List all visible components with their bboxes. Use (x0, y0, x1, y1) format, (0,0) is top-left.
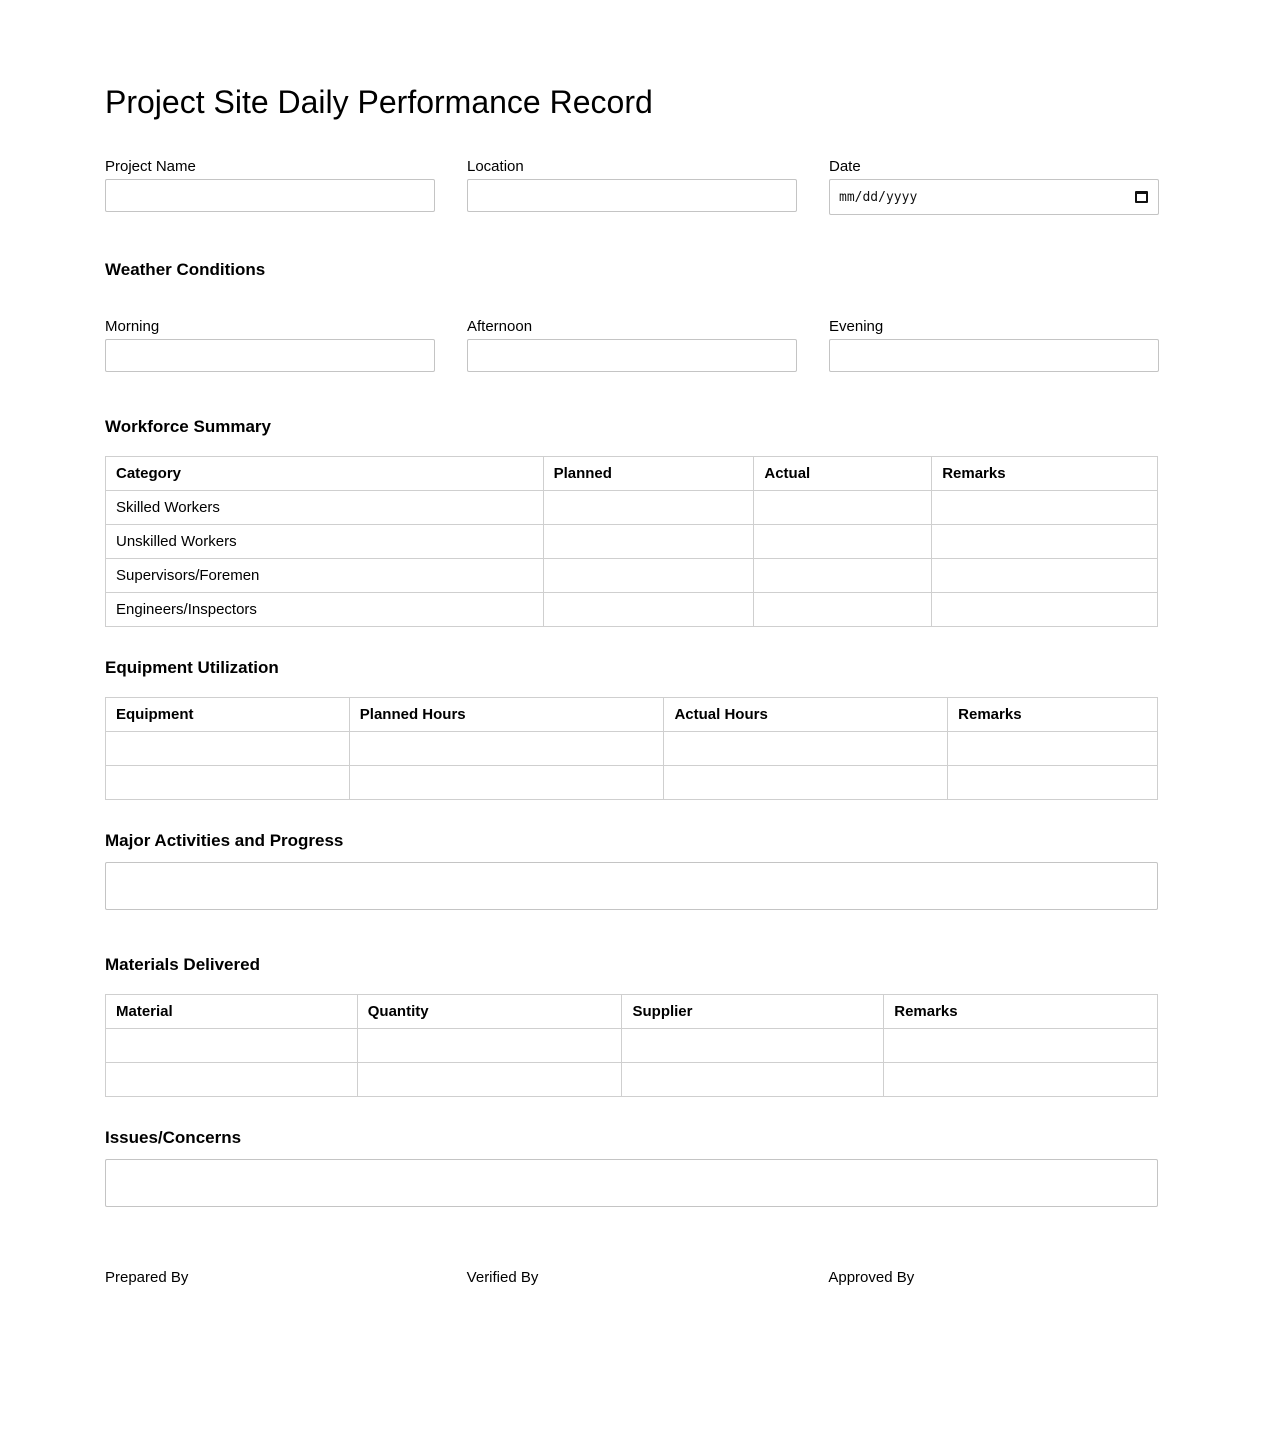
remarks-cell[interactable] (884, 1029, 1158, 1063)
planned-cell[interactable] (543, 593, 754, 627)
afternoon-label: Afternoon (467, 318, 533, 335)
issues-textarea[interactable] (105, 1159, 1158, 1207)
evening-input[interactable] (829, 339, 1159, 372)
project-name-input[interactable] (105, 179, 435, 212)
table-header-row (106, 698, 1158, 732)
column-header: Remarks (884, 995, 1158, 1029)
page-title: Project Site Daily Performance Record (105, 84, 653, 120)
planned-hours-cell[interactable] (349, 732, 664, 766)
category-cell: Engineers/Inspectors (106, 593, 544, 627)
evening-label: Evening (829, 318, 884, 335)
actual-cell[interactable] (754, 491, 932, 525)
table-row (106, 1029, 1158, 1063)
table-header-row (106, 995, 1158, 1029)
column-header: Planned Hours (349, 698, 664, 732)
weather-section-title: Weather Conditions (105, 260, 266, 279)
actual-hours-cell[interactable] (664, 732, 948, 766)
actual-hours-cell[interactable] (664, 766, 948, 800)
remarks-cell[interactable] (948, 732, 1158, 766)
remarks-cell[interactable] (932, 525, 1158, 559)
actual-cell[interactable] (754, 593, 932, 627)
morning-input[interactable] (105, 339, 435, 372)
workforce-section-title: Workforce Summary (105, 417, 271, 436)
actual-cell[interactable] (754, 559, 932, 593)
column-header: Actual (754, 457, 932, 491)
activities-section-title: Major Activities and Progress (105, 831, 344, 850)
remarks-cell[interactable] (948, 766, 1158, 800)
date-label: Date (829, 158, 861, 175)
afternoon-input[interactable] (467, 339, 797, 372)
signature-row (105, 1269, 1158, 1286)
workforce-table (105, 456, 1158, 627)
category-cell: Skilled Workers (106, 491, 544, 525)
remarks-cell[interactable] (932, 559, 1158, 593)
location-field (467, 158, 797, 215)
supplier-cell[interactable] (622, 1063, 884, 1097)
column-header: Remarks (932, 457, 1158, 491)
remarks-cell[interactable] (884, 1063, 1158, 1097)
morning-label: Morning (105, 318, 160, 335)
column-header: Planned (543, 457, 754, 491)
planned-hours-cell[interactable] (349, 766, 664, 800)
remarks-cell[interactable] (932, 491, 1158, 525)
materials-table (105, 994, 1158, 1097)
location-input[interactable] (467, 179, 797, 212)
column-header: Quantity (357, 995, 622, 1029)
column-header: Material (106, 995, 358, 1029)
planned-cell[interactable] (543, 525, 754, 559)
project-name-label: Project Name (105, 158, 196, 175)
equipment-cell[interactable] (106, 732, 350, 766)
verified-by-label: Verified By (466, 1269, 539, 1286)
header-fields-row (105, 158, 1158, 215)
morning-field (105, 318, 435, 372)
category-cell: Unskilled Workers (106, 525, 544, 559)
planned-cell[interactable] (543, 491, 754, 525)
actual-cell[interactable] (754, 525, 932, 559)
category-cell: Supervisors/Foremen (106, 559, 544, 593)
project-name-field (105, 158, 435, 215)
evening-field (829, 318, 1159, 372)
table-row (106, 559, 1158, 593)
date-field (829, 158, 1159, 215)
table-row (106, 593, 1158, 627)
quantity-cell[interactable] (357, 1063, 622, 1097)
table-row (106, 1063, 1158, 1097)
issues-section-title: Issues/Concerns (105, 1128, 242, 1147)
materials-section-title: Materials Delivered (105, 955, 260, 974)
activities-textarea[interactable] (105, 862, 1158, 910)
date-input[interactable] (829, 179, 1159, 215)
material-cell[interactable] (106, 1063, 358, 1097)
weather-fields-row (105, 318, 1158, 372)
column-header: Remarks (948, 698, 1158, 732)
equipment-table (105, 697, 1158, 800)
table-header-row (106, 457, 1158, 491)
material-cell[interactable] (106, 1029, 358, 1063)
table-row (106, 766, 1158, 800)
location-label: Location (467, 158, 524, 175)
prepared-by-label: Prepared By (105, 1269, 189, 1286)
column-header: Equipment (106, 698, 350, 732)
table-row (106, 525, 1158, 559)
supplier-cell[interactable] (622, 1029, 884, 1063)
quantity-cell[interactable] (357, 1029, 622, 1063)
afternoon-field (467, 318, 797, 372)
approved-by-label: Approved By (828, 1269, 915, 1286)
column-header: Category (106, 457, 544, 491)
date-placeholder: mm/dd/yyyy (839, 189, 918, 205)
equipment-cell[interactable] (106, 766, 350, 800)
column-header: Supplier (622, 995, 884, 1029)
table-row (106, 491, 1158, 525)
column-header: Actual Hours (664, 698, 948, 732)
remarks-cell[interactable] (932, 593, 1158, 627)
planned-cell[interactable] (543, 559, 754, 593)
calendar-icon[interactable] (1135, 191, 1148, 203)
table-row (106, 732, 1158, 766)
equipment-section-title: Equipment Utilization (105, 658, 279, 677)
